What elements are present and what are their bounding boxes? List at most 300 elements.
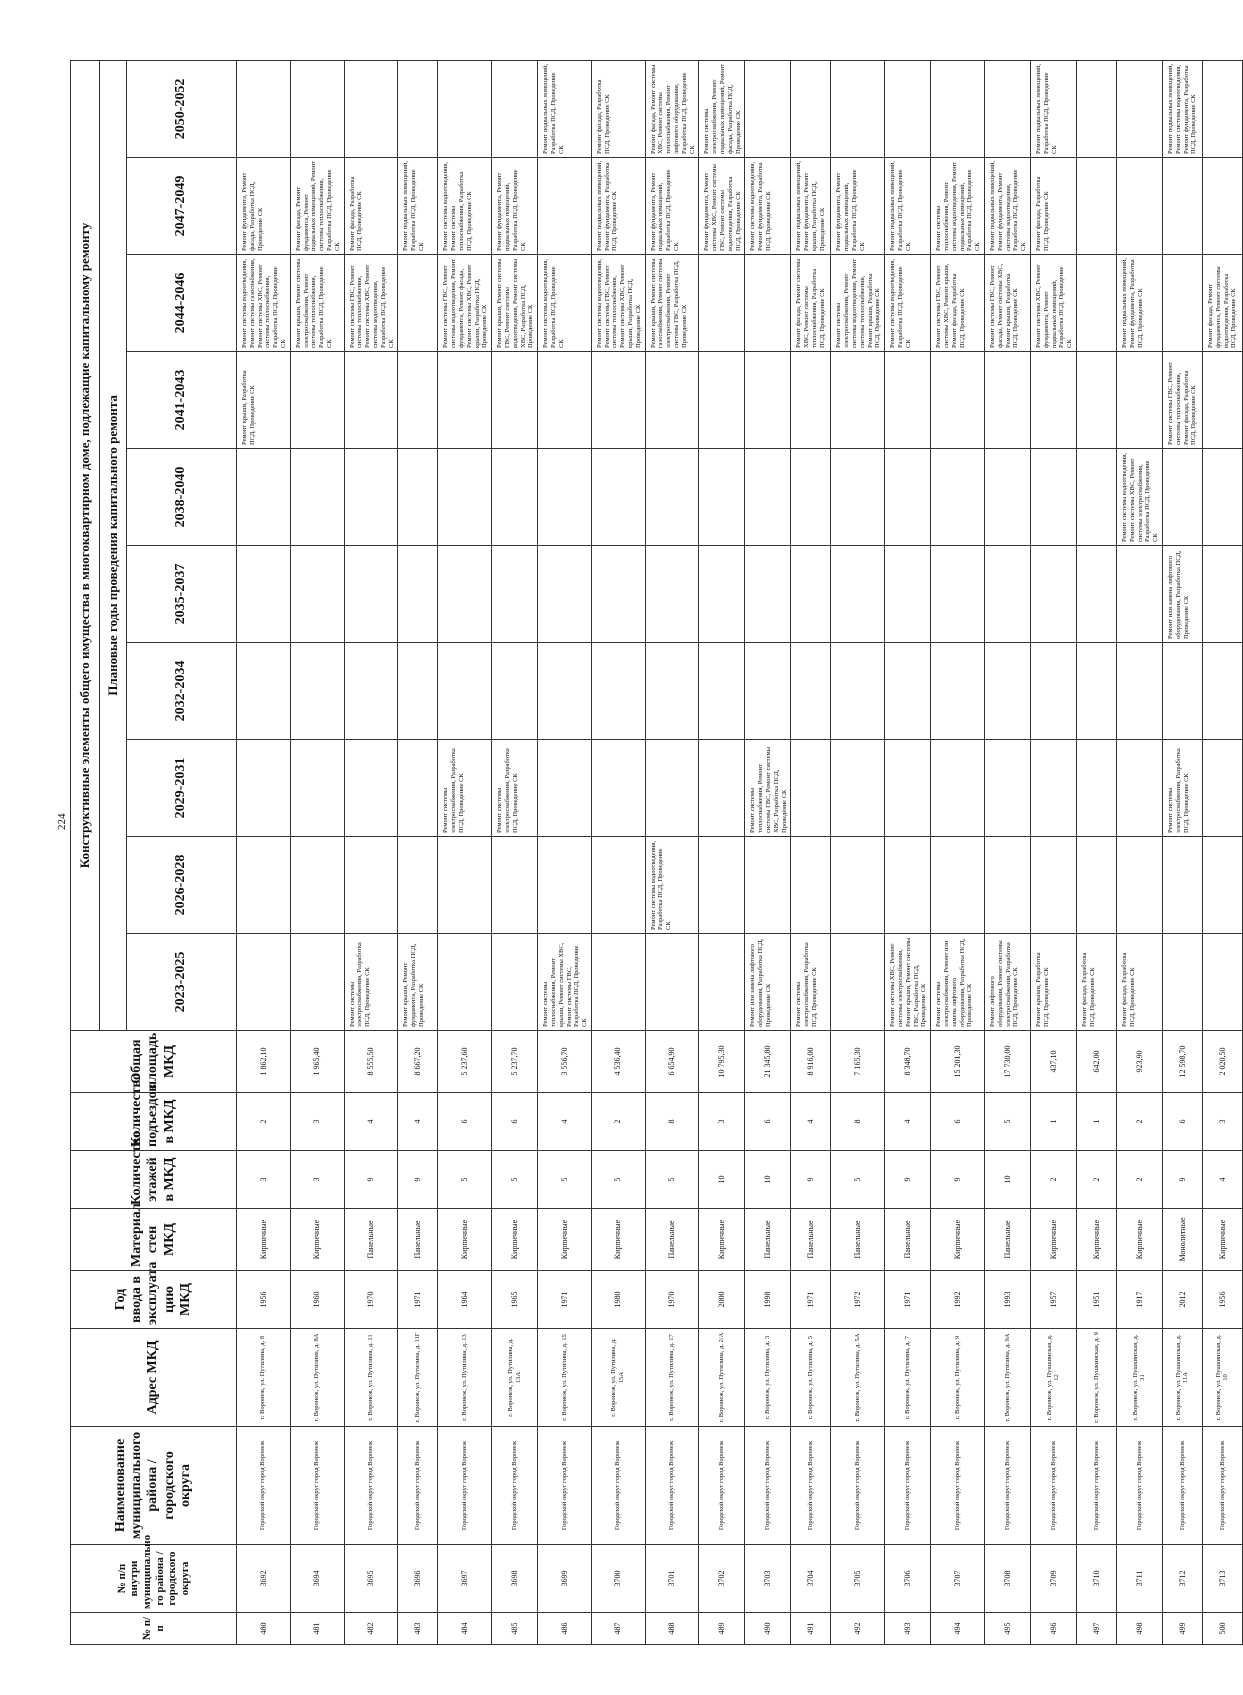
row-floors: 3: [237, 1151, 291, 1209]
repair-work-cell: [290, 837, 344, 934]
repair-work-cell: Ремонт системы электроснабжения, Разработка ПСД, Проведение СК: [344, 934, 398, 1031]
repair-work-cell: [885, 60, 931, 157]
row-year: 1971: [791, 1271, 831, 1329]
row-address: г. Воронеж, ул. Пушкинская, д. 11А: [1162, 1329, 1202, 1427]
repair-work-cell: Ремонт фундамента, Ремонт системы ХВС, Ремонт системы ГВС, Ремонт системы водоотведения, Разработка ПСД, Проведение СК: [699, 158, 745, 255]
repair-work-cell: [931, 352, 985, 449]
row-number: 496: [1030, 1613, 1076, 1645]
row-area: 8 916,00: [791, 1031, 831, 1093]
row-year: 2000: [699, 1271, 745, 1329]
repair-work-cell: Ремонт системы водоотведения, Разработка ПСД, Проведение СК: [538, 255, 592, 352]
repair-work-cell: Ремонт крыши, Ремонт фундамента, Разработка ПСД, Проведение СК: [398, 934, 438, 1031]
repair-work-cell: [1076, 546, 1116, 643]
repair-work-cell: [1076, 740, 1116, 837]
header-num-municipal: № п/п внутри муниципально го района / городского округа: [71, 1545, 237, 1613]
row-municipal-number: 3695: [344, 1545, 398, 1613]
repair-work-cell: [745, 352, 791, 449]
header-period: 2026-2028: [127, 837, 237, 934]
table-row: [438, 60, 492, 1644]
table-row: [538, 60, 592, 1644]
repair-work-cell: [237, 60, 291, 157]
repair-work-cell: [591, 449, 645, 546]
repair-work-cell: [1030, 352, 1076, 449]
row-area: 6 654,90: [645, 1031, 699, 1093]
repair-work-cell: [438, 449, 492, 546]
row-number: 483: [398, 1613, 438, 1645]
row-municipal-number: 3704: [791, 1545, 831, 1613]
repair-work-cell: Ремонт системы ХВС, Ремонт фундамента, Ремонт подвальных помещений, Разработка ПСД, Проведение СК: [1030, 255, 1076, 352]
row-number: 491: [791, 1613, 831, 1645]
row-entrances: 1: [1030, 1093, 1076, 1151]
repair-work-cell: [1076, 352, 1116, 449]
table-row: [591, 60, 645, 1644]
row-number: 494: [931, 1613, 985, 1645]
row-year: 1970: [645, 1271, 699, 1329]
row-number: 495: [984, 1613, 1030, 1645]
repair-work-cell: [885, 449, 931, 546]
repair-work-cell: [1076, 643, 1116, 740]
row-floors: 5: [831, 1151, 885, 1209]
row-material: Кирпичные: [290, 1209, 344, 1271]
row-entrances: 6: [1162, 1093, 1202, 1151]
row-address: г. Воронеж, ул. Путилина, д. 2/А: [699, 1329, 745, 1427]
row-area: 2 020,50: [1202, 1031, 1242, 1093]
repair-work-cell: [591, 643, 645, 740]
row-address: г. Воронеж, ул. Пушкинская, д. 10: [1202, 1329, 1242, 1427]
table-row: [745, 60, 791, 1644]
repair-work-cell: [645, 352, 699, 449]
repair-work-cell: [398, 60, 438, 157]
row-municipal-number: 3707: [931, 1545, 985, 1613]
header-period: 2047-2049: [127, 158, 237, 255]
repair-work-cell: Ремонт подвальных помещений, Ремонт фундамента, Разработка ПСД, Проведение СК: [1116, 255, 1162, 352]
row-entrances: 3: [290, 1093, 344, 1151]
row-material: Панельные: [344, 1209, 398, 1271]
row-municipality: Городской округ город Воронеж: [290, 1427, 344, 1545]
row-municipal-number: 3702: [699, 1545, 745, 1613]
repair-work-cell: [831, 643, 885, 740]
repair-work-cell: Ремонт или замена лифтового оборудования, Разработка ПСД, Проведение СК: [1162, 546, 1202, 643]
header-period: 2029-2031: [127, 740, 237, 837]
table-row: [1030, 60, 1076, 1644]
repair-work-cell: [538, 546, 592, 643]
row-entrances: 2: [237, 1093, 291, 1151]
row-material: Панельные: [791, 1209, 831, 1271]
row-area: 437,10: [1030, 1031, 1076, 1093]
row-year: 1970: [344, 1271, 398, 1329]
row-floors: 9: [931, 1151, 985, 1209]
row-year: 1957: [1030, 1271, 1076, 1329]
table-row: [984, 60, 1030, 1644]
page-number: 224: [56, 813, 68, 830]
repair-work-cell: [699, 837, 745, 934]
repair-work-cell: [538, 837, 592, 934]
row-floors: 2: [1030, 1151, 1076, 1209]
rotated-table-wrapper: [70, 60, 1238, 1645]
repair-work-cell: [398, 740, 438, 837]
row-municipality: Городской округ город Воронеж: [791, 1427, 831, 1545]
repair-work-cell: Ремонт системы электроснабжения, Разработка ПСД, Проведение СК: [791, 934, 831, 1031]
row-entrances: 5: [984, 1093, 1030, 1151]
row-year: 1971: [538, 1271, 592, 1329]
header-period: 2050-2052: [127, 60, 237, 157]
repair-work-cell: [831, 352, 885, 449]
row-entrances: 8: [645, 1093, 699, 1151]
repair-work-cell: Ремонт системы электроснабжения, Разработка ПСД, Проведение СК: [492, 740, 538, 837]
row-material: Панельные: [984, 1209, 1030, 1271]
repair-work-cell: [398, 255, 438, 352]
repair-work-cell: [492, 934, 538, 1031]
row-entrances: 6: [438, 1093, 492, 1151]
repair-work-cell: Ремонт системы электроснабжения, Разработка ПСД, Проведение СК: [1162, 740, 1202, 837]
repair-work-cell: [1202, 60, 1242, 157]
repair-work-cell: [1202, 643, 1242, 740]
row-floors: 5: [492, 1151, 538, 1209]
row-number: 489: [699, 1613, 745, 1645]
repair-work-cell: Ремонт фасада, Разработка ПСД, Проведение СК: [1116, 934, 1162, 1031]
repair-work-cell: Ремонт крыши, Ремонт системы электроснабжения, Ремонт системы теплоснабжения, Разработка ПСД, Проведение СК: [290, 255, 344, 352]
row-year: 1956: [1202, 1271, 1242, 1329]
repair-work-cell: [492, 643, 538, 740]
row-address: г. Воронеж, ул. Путилина, д. 11: [344, 1329, 398, 1427]
row-material: Кирпичные: [538, 1209, 592, 1271]
row-municipality: Городской округ город Воронеж: [699, 1427, 745, 1545]
row-address: г. Воронеж, ул. Путилина, д. 15: [538, 1329, 592, 1427]
row-municipal-number: 3697: [438, 1545, 492, 1613]
repair-work-cell: [1030, 546, 1076, 643]
row-municipality: Городской округ город Воронеж: [492, 1427, 538, 1545]
row-municipal-number: 3703: [745, 1545, 791, 1613]
repair-work-cell: [885, 352, 931, 449]
repair-work-cell: [290, 546, 344, 643]
row-municipality: Городской округ город Воронеж: [398, 1427, 438, 1545]
repair-work-cell: Ремонт подвальных помещений, Ремонт фундамента, Ремонт крыши, Разработка ПСД, Проведение СК: [791, 158, 831, 255]
repair-work-cell: [290, 643, 344, 740]
row-material: Кирпичные: [492, 1209, 538, 1271]
repair-work-cell: [831, 934, 885, 1031]
row-address: г. Воронеж, ул. Пушкинская, д. 12: [1030, 1329, 1076, 1427]
row-municipality: Городской округ город Воронеж: [645, 1427, 699, 1545]
row-address: г. Воронеж, ул. Пушкинская, д. 9: [1076, 1329, 1116, 1427]
row-area: 3 556,70: [538, 1031, 592, 1093]
row-floors: 9: [885, 1151, 931, 1209]
table-row: [645, 60, 699, 1644]
header-period: 2038-2040: [127, 449, 237, 546]
row-number: 482: [344, 1613, 398, 1645]
repair-work-cell: [344, 546, 398, 643]
row-municipal-number: 3713: [1202, 1545, 1242, 1613]
repair-work-cell: [438, 60, 492, 157]
row-address: г. Воронеж, ул. Путилина, д. 13: [438, 1329, 492, 1427]
repair-work-cell: Ремонт системы теплоснабжения, Ремонт системы ГВС, Ремонт системы ХВС, Разработка ПСД, Проведение СК: [745, 740, 791, 837]
row-floors: 10: [745, 1151, 791, 1209]
row-entrances: 6: [492, 1093, 538, 1151]
row-entrances: 1: [1076, 1093, 1116, 1151]
row-number: 486: [538, 1613, 592, 1645]
table-row: [885, 60, 931, 1644]
repair-work-cell: [591, 546, 645, 643]
repair-work-cell: Ремонт системы водоотведения, Ремонт фундамента, Разработка ПСД, Проведение СК: [745, 158, 791, 255]
row-address: г. Воронеж, ул. Путилина, д. 5: [791, 1329, 831, 1427]
row-number: 492: [831, 1613, 885, 1645]
repair-work-cell: [791, 643, 831, 740]
repair-work-cell: [791, 546, 831, 643]
row-area: 12 598,70: [1162, 1031, 1202, 1093]
repair-work-cell: [438, 643, 492, 740]
repair-work-cell: Ремонт фасада, Ремонт фундамента, Ремонт подвальных помещений, Ремонт системы теплоснабжения, Разработка ПСД, Проведение СК: [290, 158, 344, 255]
repair-work-cell: [745, 60, 791, 157]
repair-work-cell: [1076, 60, 1116, 157]
repair-work-cell: [984, 60, 1030, 157]
repair-work-cell: [438, 546, 492, 643]
table-row: [290, 60, 344, 1644]
repair-work-cell: [1116, 740, 1162, 837]
row-number: 485: [492, 1613, 538, 1645]
row-area: 642,00: [1076, 1031, 1116, 1093]
table-row: [1162, 60, 1202, 1644]
repair-work-cell: [344, 643, 398, 740]
row-floors: 4: [1202, 1151, 1242, 1209]
header-municipality: Наименование муниципального района /городского округа: [71, 1427, 237, 1545]
row-municipal-number: 3700: [591, 1545, 645, 1613]
row-year: 1971: [885, 1271, 931, 1329]
repair-work-cell: [1202, 837, 1242, 934]
repair-work-cell: [290, 740, 344, 837]
repair-work-cell: [538, 158, 592, 255]
row-year: 1971: [398, 1271, 438, 1329]
repair-work-cell: [1076, 837, 1116, 934]
repair-work-cell: Ремонт фундамента, Ремонт подвальных помещений, Разработка ПСД, Проведение СК: [492, 158, 538, 255]
row-municipal-number: 3694: [290, 1545, 344, 1613]
row-address: г. Воронеж, ул. Путилина, д. 17: [645, 1329, 699, 1427]
repair-work-cell: Ремонт подвальных помещений, Ремонт системы водоотведения, Ремонт фундамента, Разработка ПСД, Проведение СК: [1162, 60, 1202, 157]
repair-work-cell: [1162, 837, 1202, 934]
repair-work-cell: [1076, 449, 1116, 546]
repair-work-cell: Ремонт фундамента, Ремонт фасада, Разработка ПСД, Проведение СК: [237, 158, 291, 255]
row-municipal-number: 3710: [1076, 1545, 1116, 1613]
repair-work-cell: [1162, 643, 1202, 740]
repair-work-cell: [1030, 449, 1076, 546]
header-address: Адрес МКД: [71, 1329, 237, 1427]
repair-work-cell: Ремонт подвальных помещений, Ремонт фундамента, Разработка ПСД, Проведение СК: [591, 158, 645, 255]
repair-work-cell: [398, 643, 438, 740]
row-year: 1951: [1076, 1271, 1116, 1329]
repair-work-cell: [984, 546, 1030, 643]
repair-work-cell: [398, 837, 438, 934]
repair-work-cell: Ремонт крыши, Разработка ПСД, Проведение СК: [1030, 934, 1076, 1031]
repair-work-cell: Ремонт системы ГВС, Ремонт фасада, Ремонт системы ХВС, Ремонт крыши, Разработка ПСД, Проведение СК: [984, 255, 1030, 352]
repair-work-cell: Ремонт подвальных помещений, Разработка ПСД, Проведение СК: [538, 60, 592, 157]
repair-work-cell: [344, 352, 398, 449]
repair-work-cell: [699, 934, 745, 1031]
header-floors: Количество этажей в МКД: [71, 1151, 237, 1209]
header-period: 2041-2043: [127, 352, 237, 449]
row-area: 5 237,60: [438, 1031, 492, 1093]
row-floors: 3: [290, 1151, 344, 1209]
repair-work-cell: [492, 449, 538, 546]
row-floors: 5: [591, 1151, 645, 1209]
row-year: 1972: [831, 1271, 885, 1329]
repair-work-cell: [931, 449, 985, 546]
repair-work-cell: [237, 934, 291, 1031]
header-structural-elements: Конструктивные элементы общего имущества в многоквартирном доме, подлежащие капитальному ремонту: [71, 60, 100, 1030]
repair-work-cell: [538, 643, 592, 740]
row-material: Кирпичные: [1030, 1209, 1076, 1271]
repair-work-cell: [344, 837, 398, 934]
repair-work-cell: [1162, 255, 1202, 352]
repair-work-cell: [1162, 934, 1202, 1031]
row-material: Панельные: [398, 1209, 438, 1271]
repair-work-cell: [290, 60, 344, 157]
row-address: г. Воронеж, ул. Путилина, д. 7: [885, 1329, 931, 1427]
repair-work-cell: [699, 255, 745, 352]
repair-work-cell: [931, 546, 985, 643]
row-entrances: 3: [1202, 1093, 1242, 1151]
row-municipal-number: 3698: [492, 1545, 538, 1613]
row-municipal-number: 3696: [398, 1545, 438, 1613]
repair-work-cell: Ремонт системы теплоснабжения, Ремонт крыши, Ремонт системы ХВС, Ремонт системы ГВС, Разработка ПСД, Проведение СК: [538, 934, 592, 1031]
row-address: г. Воронеж, ул. Путилина, д. 9: [931, 1329, 985, 1427]
row-municipality: Городской округ город Воронеж: [1202, 1427, 1242, 1545]
row-municipality: Городской округ город Воронеж: [1076, 1427, 1116, 1545]
row-material: Кирпичные: [591, 1209, 645, 1271]
row-year: 1992: [931, 1271, 985, 1329]
header-num: № п/п: [71, 1613, 237, 1645]
row-year: 2012: [1162, 1271, 1202, 1329]
row-area: 10 795,30: [699, 1031, 745, 1093]
repair-work-cell: Ремонт фасада, Разработка ПСД, Проведение СК: [344, 158, 398, 255]
repair-work-cell: [591, 934, 645, 1031]
repair-work-cell: [791, 740, 831, 837]
repair-work-cell: Ремонт системы ГВС, Ремонт системы ХВС, Ремонт крыши, Ремонт фасада, Разработка ПСД, Проведение СК: [931, 255, 985, 352]
row-year: 1993: [984, 1271, 1030, 1329]
repair-work-cell: [1030, 837, 1076, 934]
header-material: Материал стен МКД: [71, 1209, 237, 1271]
row-floors: 9: [344, 1151, 398, 1209]
repair-work-cell: [1162, 158, 1202, 255]
header-area: Общая площадь МКД: [71, 1031, 237, 1093]
row-entrances: 6: [931, 1093, 985, 1151]
row-number: 481: [290, 1613, 344, 1645]
row-address: г. Воронеж, ул. Путилина, д. 8: [237, 1329, 291, 1427]
repair-work-cell: [699, 449, 745, 546]
row-municipality: Городской округ город Воронеж: [984, 1427, 1030, 1545]
repair-work-cell: Ремонт системы ГВС, Ремонт системы теплоснабжения, Ремонт системы ХВС, Ремонт системы водоотведения, Разработка ПСД, Проведение СК: [344, 255, 398, 352]
table-row: [791, 60, 831, 1644]
repair-work-cell: [591, 837, 645, 934]
repair-work-cell: Ремонт крыши, Ремонт системы газоснабжения, Ремонт системы электроснабжения, Ремонт системы ГВС, Разработка ПСД, Проведение СК: [645, 255, 699, 352]
repair-work-cell: [831, 740, 885, 837]
row-municipality: Городской округ город Воронеж: [885, 1427, 931, 1545]
row-entrances: 4: [538, 1093, 592, 1151]
repair-work-cell: Ремонт фасада, Разработка ПСД, Проведение СК: [1030, 158, 1076, 255]
header-entrances: Количество подъездов в МКД: [71, 1093, 237, 1151]
row-entrances: 2: [1116, 1093, 1162, 1151]
row-area: 1 965,40: [290, 1031, 344, 1093]
row-floors: 9: [1162, 1151, 1202, 1209]
row-material: Панельные: [645, 1209, 699, 1271]
row-area: 8 348,70: [885, 1031, 931, 1093]
table-row: [237, 60, 291, 1644]
row-year: 1998: [745, 1271, 791, 1329]
repair-work-cell: [290, 352, 344, 449]
repair-work-cell: [645, 449, 699, 546]
row-municipality: Городской округ город Воронеж: [1116, 1427, 1162, 1545]
repair-work-cell: Ремонт фасада, Ремонт фундамента, Ремонт системы водоотведения, Разработка ПСД, Проведение СК: [1202, 255, 1242, 352]
repair-work-cell: Ремонт лифтового оборудования, Ремонт системы электроснабжения, Разработка ПСД, Проведение СК: [984, 934, 1030, 1031]
repair-work-cell: [745, 255, 791, 352]
repair-work-cell: Ремонт или замена лифтового оборудования, Разработка ПСД, Проведение СК: [745, 934, 791, 1031]
repair-work-cell: [931, 643, 985, 740]
repair-work-cell: [344, 740, 398, 837]
row-municipality: Городской округ город Воронеж: [591, 1427, 645, 1545]
row-year: 1917: [1116, 1271, 1162, 1329]
row-year: 1965: [492, 1271, 538, 1329]
row-municipality: Городской округ город Воронеж: [344, 1427, 398, 1545]
row-floors: 5: [645, 1151, 699, 1209]
row-material: Кирпичные: [438, 1209, 492, 1271]
repair-work-cell: [745, 837, 791, 934]
repair-work-cell: Ремонт фасада, Ремонт системы ХВС, Ремонт системы теплоснабжения, Ремонт лифтового оборудования, Разработка ПСД, Проведение СК: [645, 60, 699, 157]
repair-work-cell: [1202, 740, 1242, 837]
table-row: [1116, 60, 1162, 1644]
row-floors: 9: [791, 1151, 831, 1209]
row-material: Кирпичные: [699, 1209, 745, 1271]
repair-work-cell: Ремонт подвальных помещений, Разработка ПСД, Проведение СК: [885, 158, 931, 255]
row-material: Кирпичные: [1076, 1209, 1116, 1271]
document-frame: [70, 60, 1238, 1645]
repair-work-cell: [538, 352, 592, 449]
repair-work-cell: [699, 352, 745, 449]
row-material: Кирпичные: [931, 1209, 985, 1271]
repair-work-cell: [591, 740, 645, 837]
row-entrances: 2: [591, 1093, 645, 1151]
repair-work-cell: Ремонт системы водоотведения, Ремонт системы ХВС, Ремонт системы электроснабжения, Разработка ПСД, Проведение СК: [1116, 449, 1162, 546]
repair-work-cell: [645, 740, 699, 837]
row-material: Панельные: [745, 1209, 791, 1271]
repair-work-cell: [699, 740, 745, 837]
row-entrances: 4: [885, 1093, 931, 1151]
row-address: г. Воронеж, ул. Путилина, д. 9А: [984, 1329, 1030, 1427]
row-area: 1 862,10: [237, 1031, 291, 1093]
row-number: 499: [1162, 1613, 1202, 1645]
repair-work-cell: [885, 740, 931, 837]
repair-work-cell: [831, 837, 885, 934]
repair-work-cell: Ремонт системы водоотведения, Ремонт системы газоснабжения, Ремонт системы ХВС, Ремонт системы теплоснабжения, Разработка ПСД, Проведение СК: [237, 255, 291, 352]
row-address: г. Воронеж, ул. Путилина, д. 3: [745, 1329, 791, 1427]
repair-work-cell: [492, 352, 538, 449]
row-area: 17 730,00: [984, 1031, 1030, 1093]
row-number: 497: [1076, 1613, 1116, 1645]
repair-work-cell: [831, 449, 885, 546]
row-area: 4 536,40: [591, 1031, 645, 1093]
repair-work-cell: [237, 643, 291, 740]
row-area: 21 345,80: [745, 1031, 791, 1093]
repair-work-cell: Ремонт фасада, Разработка ПСД, Проведение СК: [591, 60, 645, 157]
table-row: [931, 60, 985, 1644]
repair-work-cell: [645, 546, 699, 643]
capital-repair-table: [70, 60, 1243, 1645]
row-address: г. Воронеж, ул. Путилина, д. 8А: [290, 1329, 344, 1427]
row-municipal-number: 3706: [885, 1545, 931, 1613]
repair-work-cell: [237, 449, 291, 546]
repair-work-cell: Ремонт крыши, Ремонт системы ГВС, Ремонт системы водоотведения, Ремонт системы ХВС, Разработка ПСД, Проведение СК: [492, 255, 538, 352]
repair-work-cell: [237, 837, 291, 934]
row-municipal-number: 3692: [237, 1545, 291, 1613]
repair-work-cell: Ремонт системы водоотведения, Разработка ПСД, Проведение СК: [645, 837, 699, 934]
repair-work-cell: [1116, 837, 1162, 934]
row-number: 488: [645, 1613, 699, 1645]
